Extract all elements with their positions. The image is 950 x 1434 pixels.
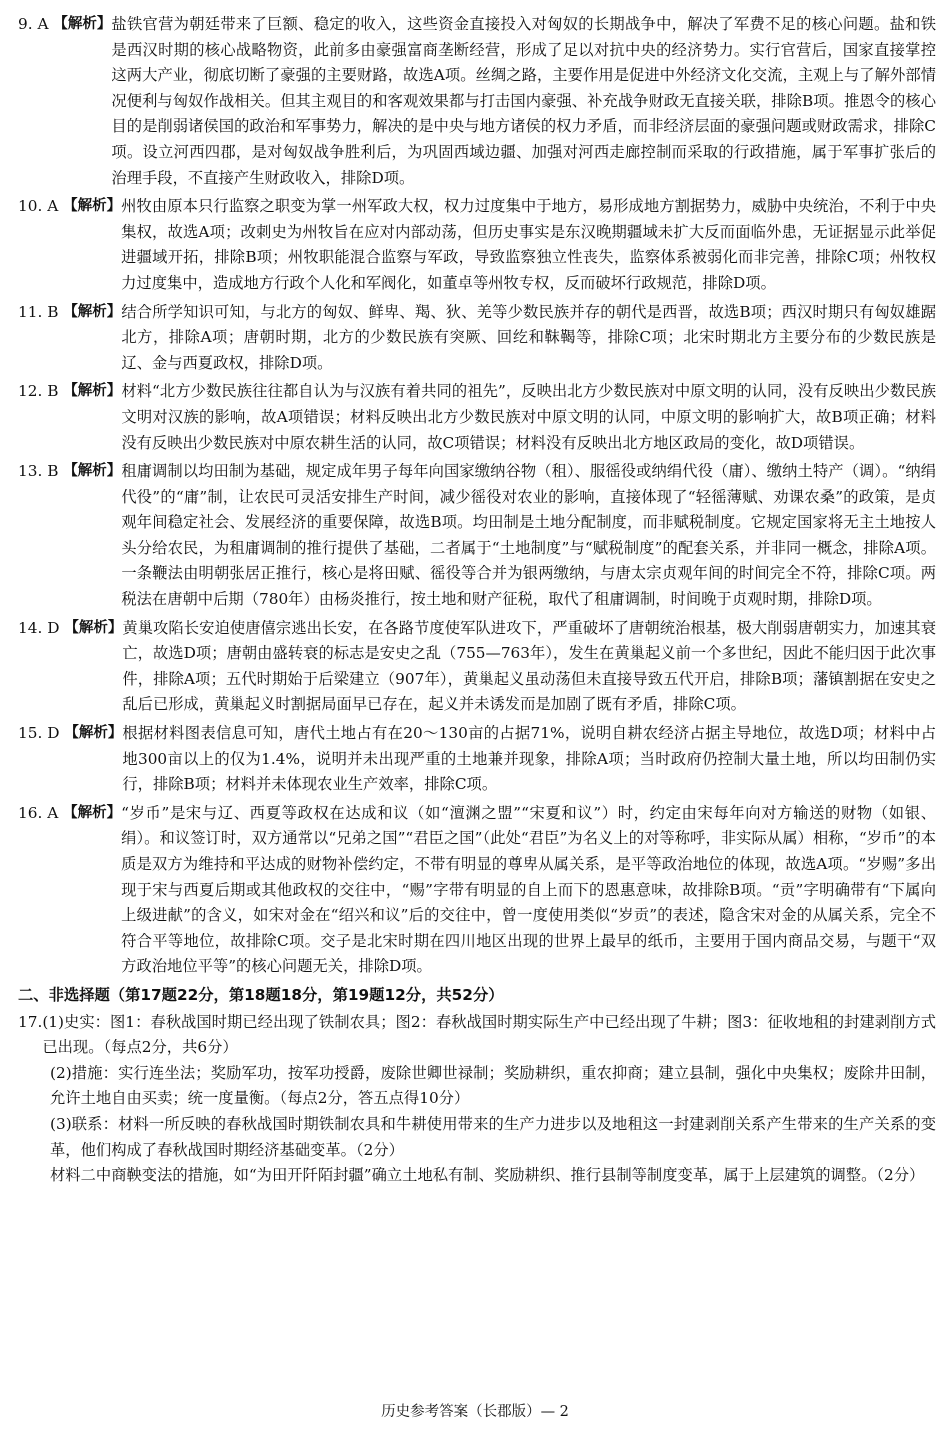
analysis-text: 黄巢攻陷长安迫使唐僖宗逃出长安，在各路节度使军队进攻下，严重破坏了唐朝统治根基，极大削弱唐朝实力，加速其衰亡，故选D项；唐朝由盛转衰的标志是安史之乱（755—763年），发生在黄巢起义前一个多世纪，因此不能归因于此次事件，排除A项；五代时期始于后梁建立（907年），黄巢起义虽动荡但未直接导致五代开启，排除B项；藩镇割据在安史之乱后已形成，黄巢起义时割据局面早已存在，起义并未诱发而是加剧了既有矛盾，排除C项。 (122, 618, 936, 714)
answer-page (18, 12, 936, 1189)
question-number: 10. (18, 197, 48, 216)
question-number: 14. (18, 618, 48, 637)
answer-choice: D (47, 724, 65, 743)
analysis-text: “岁币”是宋与辽、西夏等政权在达成和议（如“澶渊之盟”“宋夏和议”）时，约定由宋每年向对方输送的财物（如银、绢）。和议签订时，双方通常以“兄弟之国”“君臣之国”（此处“君臣”为名义上的对等称呼，非实际从属）相称，“岁币”的本质是双方为维持和平达成的财物补偿约定，不带有明显的尊卑从属关系，是平等政治地位的体现，故选A项。“岁赐”多出现于宋与西夏后期或其他政权的交往中，“赐”字带有明显的自上而下的恩惠意味，故排除B项。“贡”字明确带有“下属向上级进献”的含义，如宋对金在“绍兴和议”后的交往中，曾一度使用类似“岁贡”的表述，隐含宋对金的从属关系，完全不符合平等地位，故排除C项。交子是北宋时期在四川地区出现的世界上最早的纸币，主要用于国内商品交易，与题干“双方政治地位平等”的核心问题无关，排除D项。 (121, 803, 936, 976)
question-number: 9. (18, 15, 38, 33)
answer-choice: B (47, 382, 64, 401)
answer-choice: D (47, 618, 65, 637)
analysis-text: 租庸调制以均田制为基础，规定成年男子每年向国家缴纳谷物（租）、服徭役或纳绢代役（庸）、缴纳土特产（调）。“纳绢代役”的“庸”制，让农民可灵活安排生产时间，减少徭役对农业的影响，直接体现了“轻徭薄赋、劝课农桑”的政策，是贞观年间稳定社会、发展经济的重要保障，故选B项。均田制是土地分配制度，而非赋税制度。它规定国家将无主土地按人头分给农民，为租庸调制的推行提供了基础，二者属于“土地制度”与“赋税制度”的配套关系，并非同一概念，排除A项。一条鞭法由明朝张居正推行，核心是将田赋、徭役等合并为银两缴纳，与唐太宗贞观年间的时间完全不符，排除C项。两税法在唐朝中后期（780年）由杨炎推行，按土地和财产征税，取代了租庸调制，时间晚于贞观时期，排除D项。 (121, 462, 936, 609)
analysis-tag: 【解析】 (63, 463, 122, 480)
answer-choice: B (47, 302, 64, 321)
question-number: 12. (18, 382, 48, 401)
q17-part-3: (3)联系：材料一所反映的春秋战国时期铁制农具和牛耕使用带来的生产力进步以及地租这一封建剥削关系产生带来的生产关系的变革，他们构成了春秋战国时期经济基础变革。（2分） (50, 1114, 936, 1159)
answer-item-13 (18, 459, 936, 613)
answer-item-16 (18, 801, 936, 980)
answer-item-12 (18, 379, 936, 456)
analysis-tag: 【解析】 (63, 804, 122, 821)
answer-item-17 (18, 1010, 936, 1189)
answer-choice: A (47, 803, 64, 822)
answer-item-11 (18, 300, 936, 377)
question-number: 15. (18, 724, 48, 743)
analysis-text: 结合所学知识可知，与北方的匈奴、鲜卑、羯、狄、羌等少数民族并存的朝代是西晋，故选B项；西汉时期只有匈奴雄踞北方，排除A项；唐朝时期，北方的少数民族有突厥、回纥和靺鞨等，排除C项；北宋时期北方主要分布的少数民族是辽、金与西夏政权，排除D项。 (121, 302, 936, 372)
q17-part-2: (2)措施：实行连坐法；奖励军功，按军功授爵，废除世卿世禄制；奖励耕织，重农抑商；建立县制，强化中央集权；废除井田制，允许土地自由买卖；统一度量衡。（每点2分，答五点得10分） (50, 1063, 936, 1108)
question-number: 17. (18, 1012, 43, 1031)
question-number: 16. (18, 803, 48, 822)
answer-item-15 (18, 721, 936, 798)
analysis-text: 盐铁官营为朝廷带来了巨额、稳定的收入，这些资金直接投入对匈奴的长期战争中，解决了军费不足的核心问题。盐和铁是西汉时期的核心战略物资，此前多由豪强富商垄断经营，形成了足以对抗中央的经济势力。实行官营后，国家直接掌控这两大产业，彻底切断了豪强的主要财路，故选A项。丝绸之路，主要作用是促进中外经济文化交流，主观上与了解外部情况便利与匈奴作战相关。但其主观目的和客观效果都与打击国内豪强、补充战争财政无直接关联，排除B项。推恩令的核心目的是削弱诸侯国的政治和军事势力，解决的是中央与地方诸侯的权力矛盾，而非经济层面的豪强问题或财政需求，排除C项。设立河西四郡，是对匈奴战争胜利后，为巩固西域边疆、加强对河西走廊控制而采取的行政措施，属于军事扩张后的治理手段，不直接产生财政收入，排除D项。 (111, 15, 936, 187)
question-number: 13. (18, 462, 48, 481)
question-number: 11. (18, 302, 48, 321)
q17-part-1: (1)史实：图1：春秋战国时期已经出现了铁制农具；图2：春秋战国时期实际生产中已经出现了牛耕；图3：征收地租的封建剥削方式已出现。（每点2分，共6分） (42, 1012, 936, 1057)
answer-choice: B (47, 462, 64, 481)
section-title: 二、非选择题（第17题22分，第18题18分，第19题12分，共52分） (18, 985, 504, 1004)
answer-item-9 (18, 12, 936, 191)
analysis-tag: 【解析】 (63, 198, 122, 215)
answer-choice: A (37, 15, 54, 33)
answer-item-10 (18, 194, 936, 296)
analysis-text: 材料“北方少数民族往往都自认为与汉族有着共同的祖先”，反映出北方少数民族对中原文明的认同，没有反映出少数民族文明对汉族的影响，故A项错误；材料反映出北方少数民族对中原文明的认同，中原文明的影响扩大，故B项正确；材料没有反映出少数民族对中原农耕生活的认同，故C项错误；材料没有反映出北方地区政局的变化，故D项错误。 (121, 382, 936, 452)
answer-choice: A (47, 197, 64, 216)
analysis-tag: 【解析】 (63, 383, 122, 400)
analysis-tag: 【解析】 (53, 16, 112, 32)
analysis-tag: 【解析】 (63, 303, 122, 320)
analysis-text: 根据材料图表信息可知，唐代土地占有在20～130亩的占据71%，说明自耕农经济占据主导地位，故选D项；材料中占地300亩以上的仅为1.4%，说明并未出现严重的土地兼并现象，排除A项；当时政府仍控制大量土地，所以均田制仍实行，排除B项；材料并未体现农业生产效率，排除C项。 (122, 724, 936, 794)
answer-item-14 (18, 616, 936, 718)
page-footer: 历史参考答案（长郡版）— 2 (381, 1404, 569, 1420)
analysis-tag: 【解析】 (64, 725, 123, 742)
q17-part-4: 材料二中商鞅变法的措施，如“为田开阡陌封疆”确立土地私有制、奖励耕织、推行县制等制度变革，属于上层建筑的调整。（2分） (50, 1166, 925, 1185)
analysis-text: 州牧由原本只行监察之职变为掌一州军政大权，权力过度集中于地方，易形成地方割据势力，威胁中央统治，不利于中央集权，故选A项；改刺史为州牧旨在应对内部动荡，但历史事实是东汉晚期疆域未扩大反而面临外患，无证据显示此举促进疆域开拓，排除B项；州牧职能混合监察与军政，导致监察独立性丧失，监察体系被弱化而非完善，排除C项；州牧权力过度集中，造成地方行政个人化和军阀化，如董卓等州牧专权，反而破坏行政规范，排除D项。 (121, 197, 936, 292)
analysis-tag: 【解析】 (64, 619, 123, 636)
